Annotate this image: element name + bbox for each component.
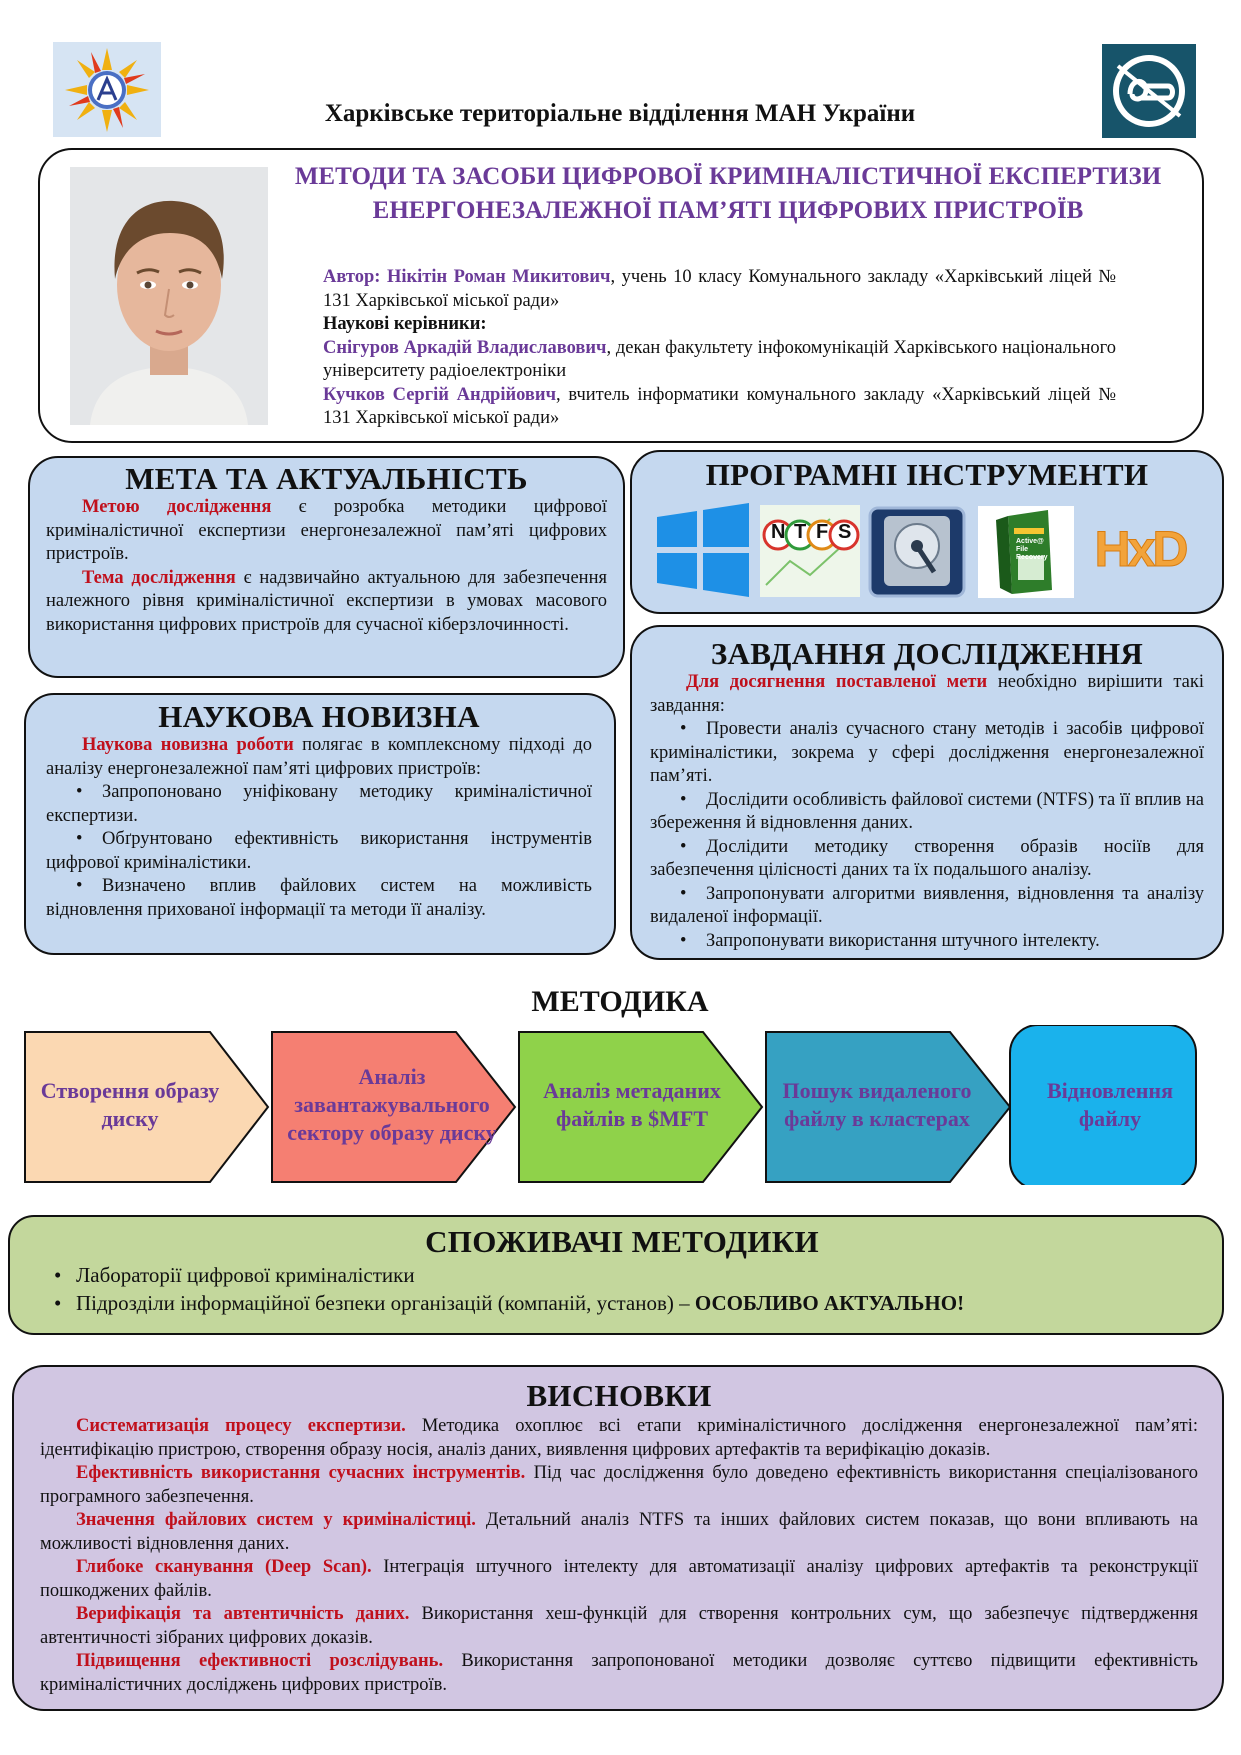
task-item: • Запропонувати використання штучного інтелекту. — [650, 930, 1204, 954]
consumer-emphasis: ОСОБЛИВО АКТУАЛЬНО! — [694, 1291, 965, 1315]
tasks-title: ЗАВДАННЯ ДОСЛІДЖЕННЯ — [710, 636, 1144, 671]
conclusion-text: Детальний аналіз NTFS та інших файлових систем показав, що вони впливають на можливості відновлення даних. — [40, 1510, 1198, 1554]
conclusion-lead: Ефективність використання сучасних інструментів. — [76, 1463, 526, 1483]
ntfs-letter-f: F — [816, 521, 829, 543]
supervisor-1-name: Снігуров Аркадій Владиславович — [323, 337, 607, 358]
consumer-item-1-text: Лабораторії цифрової криміналістики — [76, 1263, 415, 1287]
conclusion-lead: Систематизація процесу експертизи. — [76, 1416, 406, 1436]
task-item: • Дослідити особливість файлової системи (NTFS) та її вплив на збереження й відновлення даних. — [650, 789, 1204, 836]
novelty-title: НАУКОВА НОВИЗНА — [158, 699, 480, 734]
novelty-item: • Обґрунтовано ефективність використання інструментів цифрової криміналістики. — [46, 828, 592, 875]
methodology-title: МЕТОДИКА — [531, 985, 709, 1018]
supervisor-2-desc: , вчитель інформатики комунального закладу «Харківський ліцей № 131 Харківської міської ради» — [323, 384, 1116, 428]
supervisors-label: Наукові керівники: — [323, 314, 487, 334]
novelty-item: • Запропоновано уніфіковану методику криміналістичної експертизи. — [46, 781, 592, 828]
active-file-recovery-label: Active@ File Recovery — [1016, 538, 1048, 561]
authors-block — [323, 266, 1116, 431]
consumers-panel — [8, 1215, 1224, 1335]
author-photo — [70, 167, 268, 425]
author-label: Автор: — [323, 267, 381, 287]
man-ukraine-logo-icon — [53, 42, 161, 137]
tasks-lead: Для досягнення поставленої мети — [686, 672, 988, 692]
tasks-panel — [630, 625, 1224, 960]
conclusion-text: Методика охоплює всі етапи криміналістичного дослідження енергонезалежної пам’яті: ідентифікацію пристрою, створення образу носія, аналіз даних, виявлення цифрових артефактів та верифікацію доказів. — [40, 1416, 1198, 1460]
conclusions-title: ВИСНОВКИ — [526, 1378, 712, 1413]
conclusion-lead: Глибоке сканування (Deep Scan). — [76, 1557, 372, 1577]
conclusion-item — [40, 1462, 1198, 1509]
conclusion-item — [40, 1650, 1198, 1697]
novelty-item: • Визначено вплив файлових систем на можливість відновлення прихованої інформації та методи її аналізу. — [46, 875, 592, 922]
conclusion-item — [40, 1509, 1198, 1556]
step-1-label: Створення образу диску — [40, 1078, 220, 1131]
conclusion-item — [40, 1415, 1198, 1462]
topic-text: є надзвичайно актуальною для забезпечення належного рівня криміналістичної експертизи в умовах масового використання цифрових пристроїв для сучасної кіберзлочинності. — [46, 567, 607, 635]
goal-lead: Метою дослідження — [82, 497, 272, 517]
tasks-text: необхідно вирішити такі завдання: — [650, 672, 1204, 716]
supervisor-1-desc: , декан факультету інфокомунікацій Харківського національного університету радіоелектроніки — [323, 337, 1116, 381]
poster-title: МЕТОДИ ТА ЗАСОБИ ЦИФРОВОЇ КРИМІНАЛІСТИЧНОЇ ЕКСПЕРТИЗИ ЕНЕРГОНЕЗАЛЕЖНОЇ ПАМ’ЯТІ ЦИФРОВИХ ПРИСТРОЇВ — [294, 163, 1162, 224]
topic-lead: Тема дослідження — [82, 567, 236, 588]
conclusion-text: Використання хеш-функцій для створення контрольних сум, що забезпечує підтвердження автентичності зібраних цифрових доказів. — [40, 1604, 1198, 1648]
author-desc: , учень 10 класу Комунального закладу «Харківський ліцей № 131 Харківської міської ради» — [323, 267, 1117, 311]
task-item: • Дослідити методику створення образів носіїв для забезпечення цілісності даних та їх подальшого аналізу. — [650, 836, 1204, 883]
consumer-item-2-text: Підрозділи інформаційної безпеки організацій (компаній, установ) – — [76, 1291, 695, 1315]
active-file-recovery-icon — [978, 506, 1074, 598]
conclusion-item — [40, 1556, 1198, 1603]
ntfs-letter-s: S — [838, 521, 852, 543]
conclusions-panel — [12, 1365, 1224, 1711]
conclusion-lead: Значення файлових систем у криміналістиці. — [76, 1510, 476, 1530]
step-2-label: Аналіз завантажувального сектору образу диску — [287, 1064, 497, 1145]
step-4-label: Пошук видаленого файлу в кластерах — [782, 1078, 972, 1131]
author-name: Нікітін Роман Микитович — [386, 267, 611, 287]
windows-logo-icon — [653, 503, 753, 597]
goal-panel — [28, 456, 625, 678]
task-item: • Запропонувати алгоритми виявлення, відновлення та аналізу видаленої інформації. — [650, 883, 1204, 930]
tools-title: ПРОГРАМНІ ІНСТРУМЕНТИ — [705, 457, 1149, 492]
conclusion-lead: Верифікація та автентичність даних. — [76, 1604, 410, 1624]
conclusion-item — [40, 1603, 1198, 1650]
hxd-logo-text: HxD — [1094, 521, 1186, 577]
goal-title: МЕТА ТА АКТУАЛЬНІСТЬ — [125, 461, 528, 496]
organization-header: Харківське територіальне відділення МАН України — [324, 100, 916, 127]
khnure-logo-icon — [1102, 44, 1196, 138]
ntfs-letter-t: T — [794, 521, 807, 543]
step-5-label: Відновлення файлу — [1047, 1078, 1173, 1131]
conclusion-lead: Підвищення ефективності розслідувань. — [76, 1651, 444, 1671]
novelty-lead: Наукова новизна роботи — [82, 735, 294, 755]
consumer-item — [46, 1289, 1198, 1317]
hxd-logo-icon — [1088, 503, 1192, 595]
ntfs-letter-n: N — [771, 521, 786, 543]
consumers-title: СПОЖИВАЧІ МЕТОДИКИ — [425, 1224, 819, 1259]
ntfs-logo-icon — [760, 505, 860, 597]
conclusion-text: Інтеграція штучного інтелекту для автоматизації аналізу цифрових артефактів та реконструкції пошкоджених файлів. — [40, 1557, 1198, 1601]
consumer-item — [46, 1261, 1198, 1289]
supervisor-2-name: Кучков Сергій Андрійович — [323, 384, 557, 405]
goal-text: є розробка методики цифрової криміналістичної експертизи енергонезалежної пам’яті цифрових пристроїв. — [46, 497, 607, 564]
step-3-label: Аналіз метаданих файлів в $MFT — [543, 1078, 721, 1131]
conclusion-text: Використання запропонованої методики дозволяє суттєво підвищити ефективність криміналістичних досліджень цифрових пристроїв. — [40, 1651, 1198, 1695]
disk-imaging-icon — [868, 506, 966, 598]
conclusion-text: Під час дослідження було доведено ефективність використання спеціалізованого програмного забезпечення. — [40, 1463, 1198, 1507]
novelty-text: полягає в комплексному підході до аналізу енергонезалежної пам’яті цифрових пристроїв: — [46, 735, 592, 779]
novelty-panel — [24, 693, 616, 955]
task-item: • Провести аналіз сучасного стану методів і засобів цифрової криміналістики, зокрема у сфері дослідження енергонезалежної пам’яті. — [650, 718, 1204, 789]
